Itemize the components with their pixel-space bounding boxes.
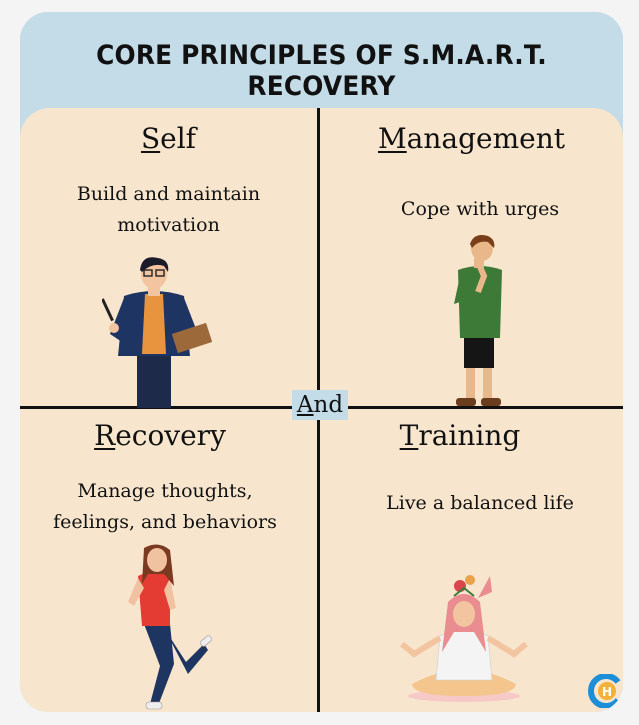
- heading-recovery: [20, 419, 300, 452]
- heading-training: [320, 419, 600, 452]
- desc-recovery-line-1: Manage thoughts,: [77, 480, 253, 502]
- heading-self-rest: elf: [160, 122, 197, 155]
- heading-recovery-initial: R: [94, 419, 116, 452]
- heading-self-initial: S: [140, 122, 161, 155]
- thinking-boy-illustration: [448, 234, 510, 410]
- heading-training-rest: raining: [418, 419, 521, 452]
- infographic-card: [20, 12, 623, 712]
- desc-self: [20, 179, 317, 241]
- desc-self-line-2: motivation: [117, 214, 220, 236]
- heading-recovery-rest: ecovery: [115, 419, 226, 452]
- heading-training-initial: T: [399, 419, 419, 452]
- man-with-book-illustration: [102, 256, 212, 408]
- desc-management-line-1: Cope with urges: [400, 198, 560, 220]
- desc-self-line-1: Build and maintain: [76, 183, 261, 205]
- heading-management-rest: anagement: [406, 122, 565, 155]
- heading-management: [320, 122, 623, 155]
- logo-letter: H: [601, 685, 613, 699]
- heading-self: [20, 122, 317, 155]
- desc-recovery: [20, 476, 310, 538]
- and-connector: [292, 390, 348, 420]
- page-title: CORE PRINCIPLES OF S.M.A.R.T. RECOVERY: [96, 40, 547, 102]
- desc-training-line-1: Live a balanced life: [386, 492, 574, 514]
- desc-training: [320, 488, 623, 519]
- heading-management-initial: M: [378, 122, 407, 155]
- desc-management: [320, 194, 623, 225]
- and-initial: A: [296, 392, 314, 418]
- desc-recovery-line-2: feelings, and behaviors: [53, 511, 277, 533]
- title-banner: [20, 12, 623, 114]
- dancing-woman-illustration: [124, 544, 220, 712]
- meditating-woman-illustration: [394, 572, 534, 704]
- and-rest: nd: [313, 392, 344, 418]
- brand-logo-icon: [588, 674, 622, 708]
